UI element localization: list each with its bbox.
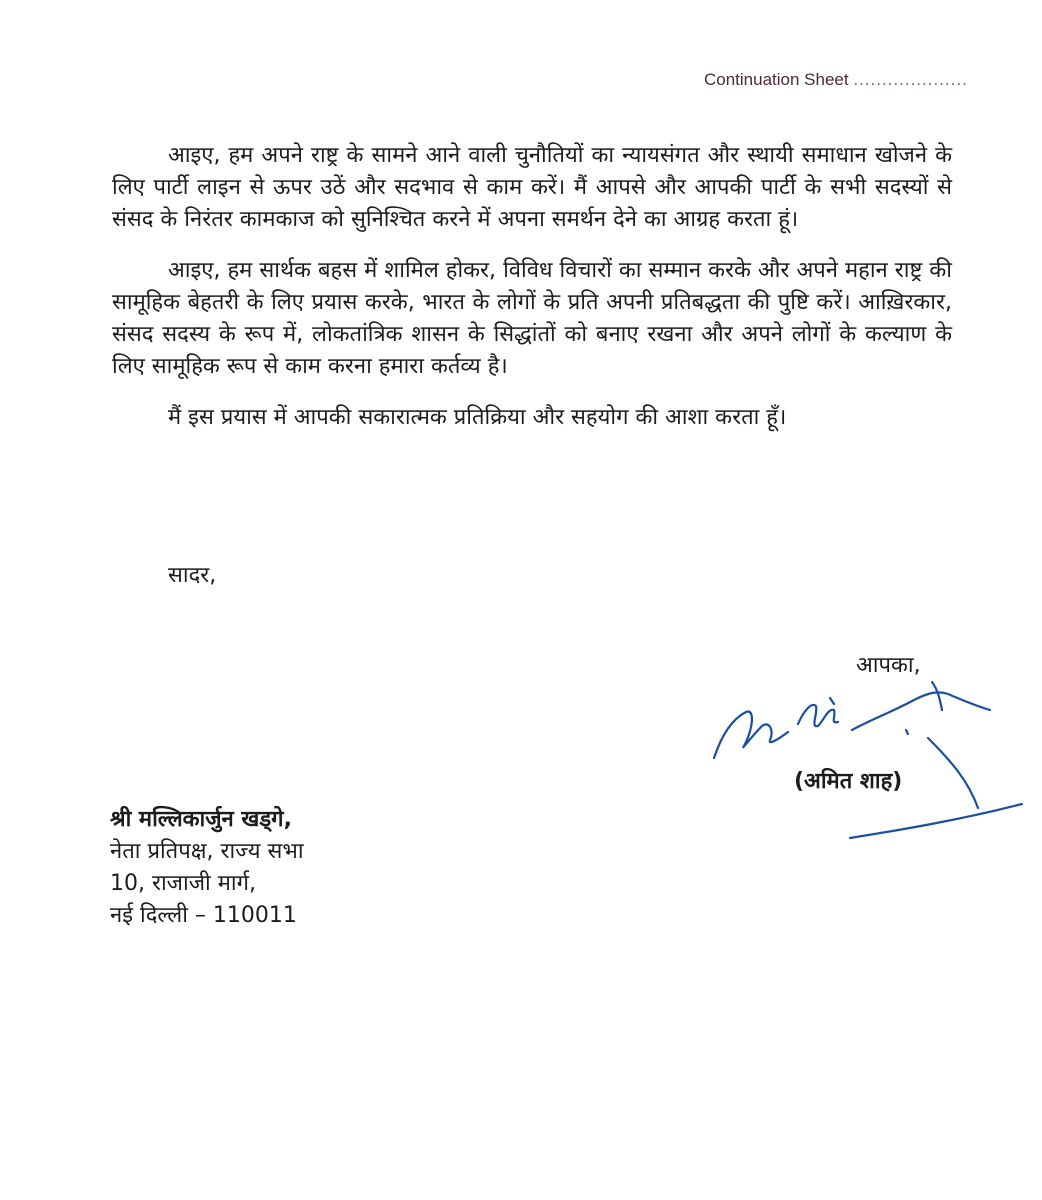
salutation: सादर,: [168, 563, 217, 588]
handwritten-signature: [700, 680, 1030, 850]
recipient-street: 10, राजाजी मार्ग,: [110, 871, 256, 896]
paragraph-3: मैं इस प्रयास में आपकी सकारात्मक प्रतिक्रिया और सहयोग की आशा करता हूँ।: [168, 405, 787, 430]
letter-body: [112, 140, 952, 453]
continuation-sheet-header: [704, 70, 968, 90]
paragraph-1: आइए, हम अपने राष्ट्र के सामने आने वाली चुनौतियों का न्यायसंगत और स्थायी समाधान खोजने के लिए पार्टी लाइन से ऊपर उठें और सदभाव से काम करें। मैं आपसे और आपकी पार्टी के सभी सदस्यों से संसद के निरंतर कामकाज को सुनिश्चित करने में अपना समर्थन देने का आग्रह करता हूं।: [112, 143, 952, 232]
recipient-city: नई दिल्ली – 110011: [110, 903, 297, 928]
continuation-sheet-dots: ....................: [853, 70, 968, 89]
continuation-sheet-label: Continuation Sheet: [704, 70, 849, 89]
recipient-title: नेता प्रतिपक्ष, राज्य सभा: [110, 839, 304, 864]
paragraph-2: आइए, हम सार्थक बहस में शामिल होकर, विविध विचारों का सम्मान करके और अपने महान राष्ट्र की सामूहिक बेहतरी के लिए प्रयास करके, भारत के लोगों के प्रति अपनी प्रतिबद्धता की पुष्टि करें। आख़िरकार, संसद सदस्य के रूप में, लोकतांत्रिक शासन के सिद्धांतों को बनाए रखना और अपने लोगों के कल्याण के लिए सामूहिक रूप से काम करना हमारा कर्तव्य है।: [112, 258, 952, 379]
signer-name: (अमित शाह): [794, 769, 903, 794]
recipient-name: श्री मल्लिकार्जुन खड्गे,: [110, 807, 292, 832]
recipient-address: [110, 804, 304, 932]
closing-yours: आपका,: [856, 653, 921, 678]
